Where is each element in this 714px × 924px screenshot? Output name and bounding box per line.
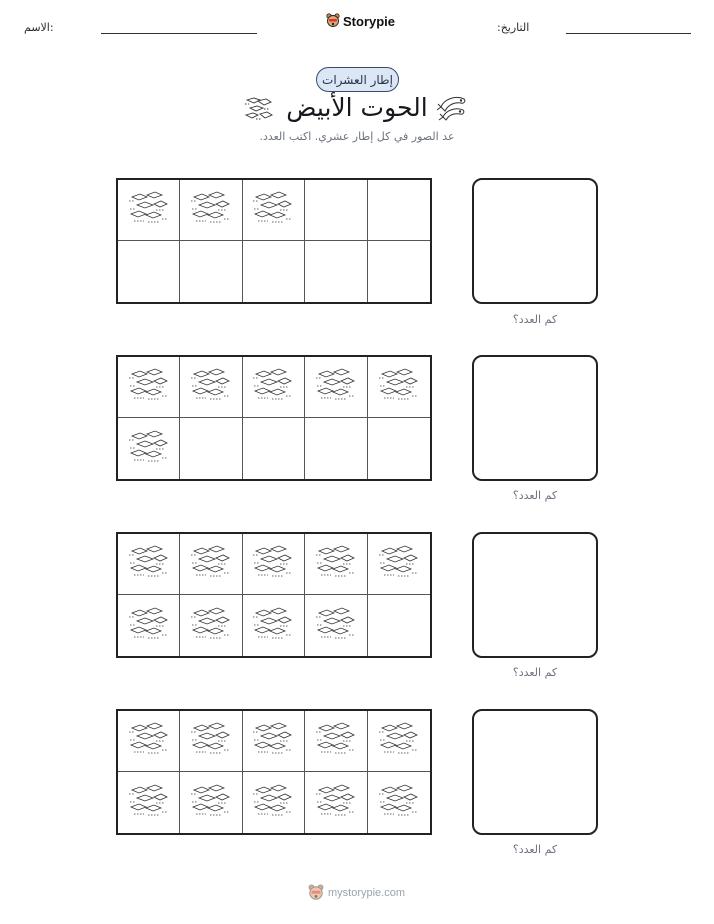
ice-floe-icon	[252, 544, 294, 584]
ice-floe-icon	[190, 783, 232, 823]
ten-frame-cell	[243, 418, 305, 479]
ten-frame-cell	[180, 180, 242, 241]
ten-frame-cell	[305, 180, 367, 241]
ice-floe-icon	[190, 190, 232, 230]
question-label-3: كم العدد؟	[512, 666, 558, 679]
worksheet-type-badge: إطار العشرات	[316, 67, 399, 92]
ten-frame-cell	[243, 357, 305, 418]
question-label-1: كم العدد؟	[512, 313, 558, 326]
ice-floe-icon	[128, 429, 170, 469]
ice-floe-icon	[128, 190, 170, 230]
answer-box-2[interactable]	[472, 355, 598, 481]
ice-floe-icon	[315, 721, 357, 761]
ice-floe-icon	[252, 783, 294, 823]
ice-floe-icon	[315, 606, 357, 646]
ten-frame-cell	[243, 772, 305, 833]
footer	[308, 884, 405, 902]
ten-frame-cell	[368, 595, 430, 656]
footer-site: mystorypie.com	[328, 887, 406, 899]
ice-floe-icon	[128, 783, 170, 823]
ice-floe-icon	[190, 606, 232, 646]
ten-frame-cell	[243, 180, 305, 241]
ten-frame-cell	[368, 241, 430, 302]
ten-frame-cell	[243, 534, 305, 595]
ten-frame-cell	[243, 595, 305, 656]
ice-floe-icon	[315, 367, 357, 407]
date-label: التاريخ:	[497, 21, 530, 34]
ice-floe-icon	[128, 544, 170, 584]
instructions: عد الصور في كل إطار عشري. اكتب العدد.	[259, 130, 455, 143]
ten-frame-cell	[180, 418, 242, 479]
ice-floe-icon	[378, 544, 420, 584]
ice-floe-icon	[252, 721, 294, 761]
ice-floe-icon	[128, 721, 170, 761]
name-line[interactable]	[101, 33, 257, 34]
beluga-whale-icon	[436, 91, 470, 123]
ice-floe-icon	[128, 367, 170, 407]
ice-floe-icon	[252, 367, 294, 407]
ten-frame-cell	[368, 180, 430, 241]
ten-frame-cell	[180, 534, 242, 595]
ten-frame-cell	[118, 180, 180, 241]
ten-frame-cell	[305, 534, 367, 595]
ten-frame-cell	[118, 241, 180, 302]
date-line[interactable]	[566, 33, 691, 34]
ice-floe-icon	[315, 544, 357, 584]
ten-frame-cell	[305, 595, 367, 656]
ten-frame-cell	[180, 595, 242, 656]
ten-frame-cell	[118, 357, 180, 418]
brand-name: Storypie	[343, 13, 396, 29]
ten-frame-cell	[305, 711, 367, 772]
bear-mascot-icon	[326, 13, 340, 29]
ice-floe-icon	[190, 367, 232, 407]
ice-floe-icon	[252, 190, 294, 230]
ten-frame-cell	[305, 241, 367, 302]
page-title: الحوت الأبيض	[286, 93, 428, 122]
ten-frame-cell	[368, 772, 430, 833]
ice-floe-icon	[190, 721, 232, 761]
ice-floe-icon	[252, 606, 294, 646]
ten-frame-cell	[368, 711, 430, 772]
question-label-4: كم العدد؟	[512, 843, 558, 856]
answer-box-4[interactable]	[472, 709, 598, 835]
ten-frame-cell	[368, 418, 430, 479]
ten-frame-cell	[180, 711, 242, 772]
ice-floe-icon	[190, 544, 232, 584]
ten-frame-cell	[180, 772, 242, 833]
ice-floe-icon	[315, 783, 357, 823]
ice-floe-icon	[378, 367, 420, 407]
ten-frame-cell	[118, 534, 180, 595]
ten-frame-cell	[243, 711, 305, 772]
ten-frame-cell	[118, 711, 180, 772]
ten-frame-cell	[305, 357, 367, 418]
ten-frame-cell	[305, 772, 367, 833]
ten-frame-2	[116, 355, 432, 481]
ice-floe-icon	[378, 721, 420, 761]
ten-frame-cell	[180, 241, 242, 302]
ice-floe-icon	[128, 606, 170, 646]
question-label-2: كم العدد؟	[512, 489, 558, 502]
ten-frame-cell	[243, 241, 305, 302]
ten-frame-cell	[180, 357, 242, 418]
ten-frame-cell	[118, 418, 180, 479]
ten-frame-3	[116, 532, 432, 658]
ten-frame-cell	[118, 772, 180, 833]
name-label: الاسم:	[24, 21, 54, 34]
answer-box-1[interactable]	[472, 178, 598, 304]
ice-floe-icon	[378, 783, 420, 823]
bear-mascot-icon	[308, 884, 324, 902]
ten-frame-cell	[305, 418, 367, 479]
ten-frame-cell	[368, 534, 430, 595]
ten-frame-4	[116, 709, 432, 835]
ten-frame-cell	[118, 595, 180, 656]
ten-frame-cell	[368, 357, 430, 418]
ten-frame-1	[116, 178, 432, 304]
answer-box-3[interactable]	[472, 532, 598, 658]
brand-logo	[326, 13, 395, 29]
